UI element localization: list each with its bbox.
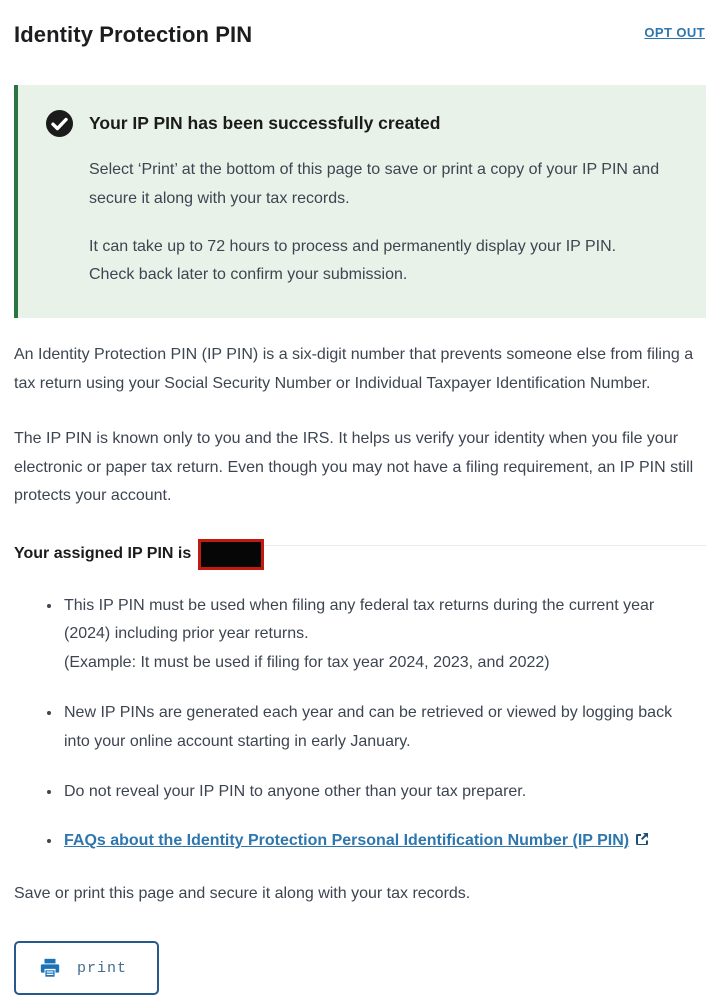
print-button[interactable]	[14, 941, 159, 995]
assigned-pin-row	[14, 539, 706, 570]
alert-paragraph-1: Select ‘Print’ at the bottom of this page to save or print a copy of your IP PIN and secure it along with your tax records.	[89, 161, 660, 207]
list-item	[62, 827, 702, 856]
print-button-label: print	[77, 959, 128, 977]
page-title: Identity Protection PIN	[14, 22, 253, 47]
pin-info-list	[14, 592, 706, 857]
list-item-text: • This IP PIN must be used when filing any federal tax returns during the current year (2024) including prior year returns.	[64, 596, 655, 643]
faint-divider-line	[264, 545, 706, 546]
alert-paragraph-2: It can take up to 72 hours to process and permanently display your IP PIN. Check back later to confirm your submission.	[89, 237, 617, 284]
list-item	[62, 778, 702, 807]
alert-body	[89, 156, 664, 290]
success-alert-header	[46, 110, 680, 137]
success-alert	[14, 85, 706, 318]
page-header	[14, 22, 706, 48]
printer-icon	[39, 957, 61, 979]
intro-paragraph-2: The IP PIN is known only to you and the IRS. It helps us verify your identity when you file your electronic or paper tax return. Even though you may not have a filing requirement, an IP PIN still protects your account.	[14, 430, 694, 505]
pin-label: Your assigned IP PIN is	[14, 545, 192, 563]
closing-paragraph: Save or print this page and secure it along with your tax records.	[14, 885, 471, 903]
external-link-icon	[629, 832, 650, 849]
pin-redaction-box	[198, 539, 264, 570]
alert-heading: Your IP PIN has been successfully created	[89, 113, 441, 133]
faq-link[interactable]: FAQs about the Identity Protection Personal Identification Number (IP PIN)	[64, 832, 630, 850]
list-item-subtext: (Example: It must be used if filing for tax year 2024, 2023, and 2022)	[64, 654, 550, 672]
list-item-text: • Do not reveal your IP PIN to anyone other than your tax preparer.	[64, 782, 527, 800]
list-item	[62, 592, 702, 678]
intro-paragraph-1: An Identity Protection PIN (IP PIN) is a six-digit number that prevents someone else from filing a tax return using your Social Security Number or Individual Taxpayer Identification Number.	[14, 346, 694, 392]
list-item-text: • New IP PINs are generated each year and can be retrieved or viewed by logging back into your online account starting in early January.	[64, 703, 673, 750]
opt-out-link[interactable]: OPT OUT	[644, 25, 705, 40]
list-item	[62, 699, 702, 757]
check-circle-icon	[46, 110, 73, 137]
